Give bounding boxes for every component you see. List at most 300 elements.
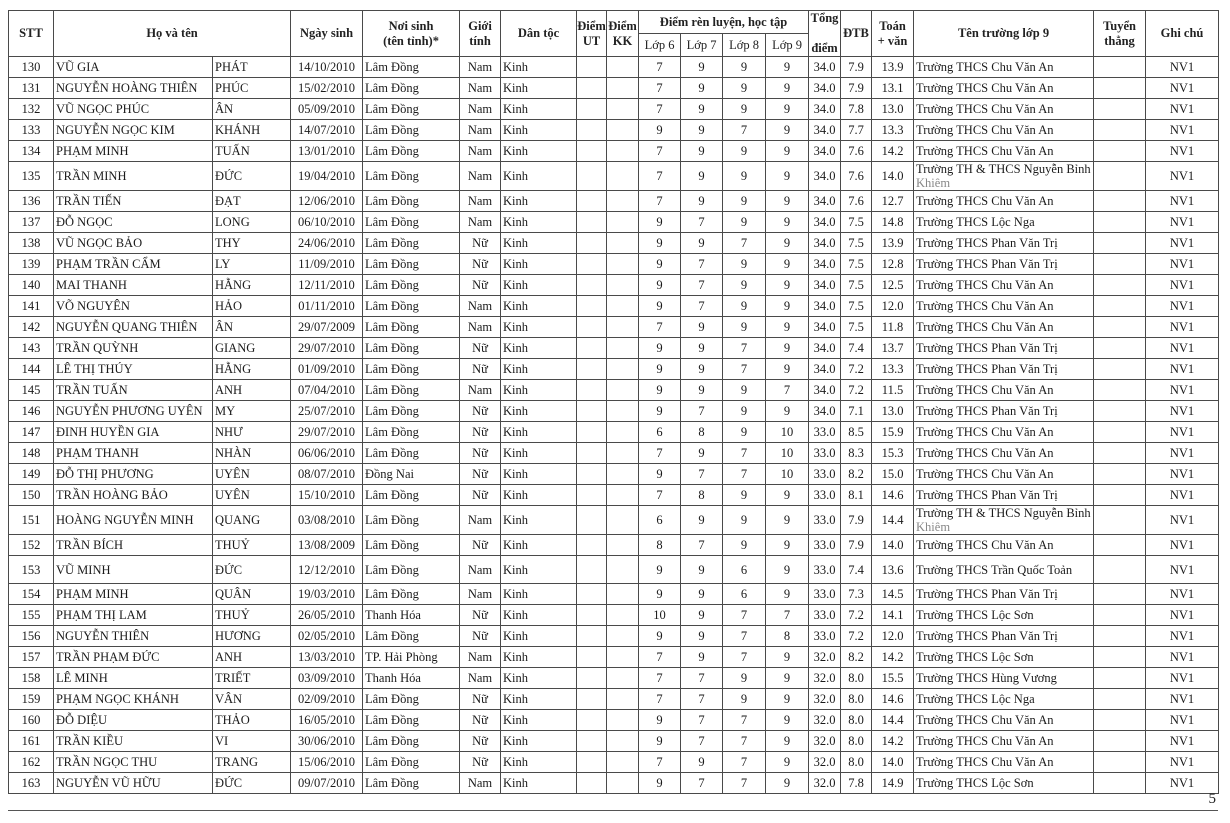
toan-van-cell: 12.5 (872, 275, 914, 296)
ngay-sinh-cell: 07/04/2010 (291, 380, 363, 401)
gioi-tinh-cell: Nữ (460, 422, 501, 443)
noi-sinh-cell: Lâm Đồng (363, 401, 460, 422)
diem-kk-cell (607, 120, 639, 141)
stt-cell: 153 (9, 556, 54, 584)
toan-van-cell: 14.6 (872, 485, 914, 506)
gioi-tinh-cell: Nam (460, 120, 501, 141)
tuyen-thang-cell (1094, 254, 1146, 275)
noi-sinh-cell: Lâm Đồng (363, 380, 460, 401)
ten-cell: QUÂN (213, 584, 291, 605)
lop8-cell: 7 (723, 443, 766, 464)
dtb-cell: 8.5 (841, 422, 872, 443)
lop9-cell: 9 (766, 233, 809, 254)
diem-kk-cell (607, 317, 639, 338)
lop9-cell: 7 (766, 380, 809, 401)
lop6-cell: 7 (639, 317, 681, 338)
table-row (9, 317, 1219, 338)
ten-truong-cell (914, 162, 1094, 191)
gioi-tinh-cell: Nam (460, 78, 501, 99)
tuyen-thang-cell (1094, 120, 1146, 141)
tuyen-thang-cell (1094, 647, 1146, 668)
ngay-sinh-cell: 14/10/2010 (291, 57, 363, 78)
dan-toc-cell: Kinh (501, 359, 577, 380)
ten-cell: TRIẾT (213, 668, 291, 689)
lop7-cell: 9 (681, 359, 723, 380)
diem-ut-cell (577, 668, 607, 689)
ten-cell: UYÊN (213, 464, 291, 485)
ten-truong-cell: Trường THCS Chu Văn An (914, 191, 1094, 212)
noi-sinh-cell: Lâm Đồng (363, 535, 460, 556)
lop8-cell: 9 (723, 296, 766, 317)
lop6-cell: 9 (639, 556, 681, 584)
tuyen-thang-cell (1094, 605, 1146, 626)
tong-diem-cell: 34.0 (809, 380, 841, 401)
header-lop7: Lớp 7 (681, 34, 723, 57)
tong-diem-cell: 34.0 (809, 296, 841, 317)
dan-toc-cell: Kinh (501, 78, 577, 99)
header-noi-sinh-line1: Nơi sinh (388, 18, 434, 33)
stt-cell: 143 (9, 338, 54, 359)
dtb-cell: 7.9 (841, 57, 872, 78)
ghi-chu-cell: NV1 (1146, 731, 1219, 752)
ho-cell: HOÀNG NGUYỄN MINH (54, 506, 213, 535)
lop7-cell: 9 (681, 317, 723, 338)
ten-cell: QUANG (213, 506, 291, 535)
dtb-cell: 7.5 (841, 233, 872, 254)
diem-ut-cell (577, 731, 607, 752)
toan-van-cell: 14.4 (872, 506, 914, 535)
page-number: 5 (1208, 791, 1216, 807)
lop6-cell: 6 (639, 422, 681, 443)
lop6-cell: 9 (639, 380, 681, 401)
table-row (9, 120, 1219, 141)
dan-toc-cell: Kinh (501, 141, 577, 162)
dan-toc-cell: Kinh (501, 296, 577, 317)
toan-van-cell: 14.0 (872, 162, 914, 191)
lop6-cell: 7 (639, 78, 681, 99)
ten-truong-cell: Trường THCS Chu Văn An (914, 710, 1094, 731)
dtb-cell: 7.4 (841, 338, 872, 359)
ghi-chu-cell: NV1 (1146, 78, 1219, 99)
header-noi-sinh (363, 11, 460, 57)
ghi-chu-cell: NV1 (1146, 57, 1219, 78)
diem-ut-cell (577, 254, 607, 275)
diem-kk-cell (607, 422, 639, 443)
ten-cell: TUẤN (213, 141, 291, 162)
tuyen-thang-cell (1094, 422, 1146, 443)
ten-truong-cell: Trường THCS Phan Văn Trị (914, 254, 1094, 275)
stt-cell: 154 (9, 584, 54, 605)
dan-toc-cell: Kinh (501, 668, 577, 689)
lop9-cell: 9 (766, 317, 809, 338)
table-row (9, 464, 1219, 485)
lop6-cell: 9 (639, 233, 681, 254)
gioi-tinh-cell: Nam (460, 99, 501, 120)
dtb-cell: 7.5 (841, 317, 872, 338)
diem-kk-cell (607, 626, 639, 647)
header-lop9: Lớp 9 (766, 34, 809, 57)
ten-cell: HẢO (213, 296, 291, 317)
ghi-chu-cell: NV1 (1146, 359, 1219, 380)
stt-cell: 152 (9, 535, 54, 556)
lop8-cell: 9 (723, 401, 766, 422)
ngay-sinh-cell: 15/02/2010 (291, 78, 363, 99)
table-row (9, 626, 1219, 647)
lop8-cell: 9 (723, 422, 766, 443)
table-body (9, 57, 1219, 794)
stt-cell: 137 (9, 212, 54, 233)
dtb-cell: 8.0 (841, 710, 872, 731)
stt-cell: 163 (9, 773, 54, 794)
ghi-chu-cell: NV1 (1146, 317, 1219, 338)
gioi-tinh-cell: Nữ (460, 359, 501, 380)
lop9-cell: 7 (766, 605, 809, 626)
tong-diem-cell: 34.0 (809, 120, 841, 141)
lop6-cell: 9 (639, 212, 681, 233)
lop6-cell: 9 (639, 338, 681, 359)
gioi-tinh-cell: Nam (460, 212, 501, 233)
lop9-cell: 9 (766, 212, 809, 233)
diem-kk-cell (607, 485, 639, 506)
diem-ut-cell (577, 57, 607, 78)
lop6-cell: 9 (639, 584, 681, 605)
toan-van-cell: 12.7 (872, 191, 914, 212)
diem-kk-cell (607, 99, 639, 120)
ho-cell: VŨ GIA (54, 57, 213, 78)
lop8-cell: 9 (723, 78, 766, 99)
ngay-sinh-cell: 08/07/2010 (291, 464, 363, 485)
dan-toc-cell: Kinh (501, 338, 577, 359)
diem-ut-cell (577, 605, 607, 626)
toan-van-cell: 14.2 (872, 731, 914, 752)
noi-sinh-cell: Lâm Đồng (363, 626, 460, 647)
stt-cell: 138 (9, 233, 54, 254)
dtb-cell: 7.8 (841, 99, 872, 120)
diem-kk-cell (607, 773, 639, 794)
diem-kk-cell (607, 233, 639, 254)
lop8-cell: 6 (723, 584, 766, 605)
noi-sinh-cell: Lâm Đồng (363, 233, 460, 254)
ngay-sinh-cell: 11/09/2010 (291, 254, 363, 275)
dan-toc-cell: Kinh (501, 443, 577, 464)
gioi-tinh-cell: Nam (460, 584, 501, 605)
ho-cell: PHẠM THỊ LAM (54, 605, 213, 626)
table-row (9, 443, 1219, 464)
ho-cell: TRẦN KIỀU (54, 731, 213, 752)
dtb-cell: 7.9 (841, 506, 872, 535)
ghi-chu-cell: NV1 (1146, 752, 1219, 773)
dan-toc-cell: Kinh (501, 647, 577, 668)
lop9-cell: 9 (766, 141, 809, 162)
lop9-cell: 9 (766, 689, 809, 710)
noi-sinh-cell: Lâm Đồng (363, 359, 460, 380)
lop9-cell: 9 (766, 752, 809, 773)
dtb-cell: 8.2 (841, 464, 872, 485)
tuyen-thang-cell (1094, 401, 1146, 422)
diem-ut-cell (577, 506, 607, 535)
tuyen-thang-cell (1094, 57, 1146, 78)
diem-ut-cell (577, 647, 607, 668)
dan-toc-cell: Kinh (501, 605, 577, 626)
noi-sinh-cell: Lâm Đồng (363, 752, 460, 773)
noi-sinh-cell: Lâm Đồng (363, 120, 460, 141)
tong-diem-cell: 33.0 (809, 535, 841, 556)
noi-sinh-cell: Lâm Đồng (363, 212, 460, 233)
noi-sinh-cell: Lâm Đồng (363, 57, 460, 78)
lop6-cell: 7 (639, 162, 681, 191)
ngay-sinh-cell: 29/07/2009 (291, 317, 363, 338)
table-row (9, 422, 1219, 443)
lop8-cell: 9 (723, 535, 766, 556)
ho-cell: LÊ THỊ THÚY (54, 359, 213, 380)
toan-van-cell: 14.1 (872, 605, 914, 626)
stt-cell: 135 (9, 162, 54, 191)
lop6-cell: 9 (639, 626, 681, 647)
tong-diem-cell: 34.0 (809, 275, 841, 296)
ghi-chu-cell: NV1 (1146, 380, 1219, 401)
dan-toc-cell: Kinh (501, 626, 577, 647)
tong-diem-cell: 32.0 (809, 647, 841, 668)
lop7-cell: 7 (681, 275, 723, 296)
diem-kk-cell (607, 556, 639, 584)
dtb-cell: 7.9 (841, 78, 872, 99)
ghi-chu-cell: NV1 (1146, 162, 1219, 191)
ghi-chu-cell: NV1 (1146, 275, 1219, 296)
dan-toc-cell: Kinh (501, 556, 577, 584)
lop8-cell: 6 (723, 556, 766, 584)
ten-truong-cell: Trường THCS Chu Văn An (914, 120, 1094, 141)
noi-sinh-cell: Lâm Đồng (363, 422, 460, 443)
stt-cell: 131 (9, 78, 54, 99)
dan-toc-cell: Kinh (501, 99, 577, 120)
header-toan-van-line2: + văn (877, 33, 908, 48)
diem-ut-cell (577, 535, 607, 556)
diem-kk-cell (607, 401, 639, 422)
diem-kk-cell (607, 57, 639, 78)
ngay-sinh-cell: 30/06/2010 (291, 731, 363, 752)
gioi-tinh-cell: Nữ (460, 535, 501, 556)
ten-cell: ĐẠT (213, 191, 291, 212)
lop6-cell: 7 (639, 443, 681, 464)
noi-sinh-cell: Lâm Đồng (363, 485, 460, 506)
ghi-chu-cell: NV1 (1146, 485, 1219, 506)
lop6-cell: 9 (639, 401, 681, 422)
noi-sinh-cell: Lâm Đồng (363, 710, 460, 731)
tuyen-thang-cell (1094, 338, 1146, 359)
dtb-cell: 7.9 (841, 535, 872, 556)
lop8-cell: 9 (723, 689, 766, 710)
table-header (9, 11, 1219, 57)
toan-van-cell: 14.0 (872, 535, 914, 556)
gioi-tinh-cell: Nam (460, 668, 501, 689)
header-tuyen-thang-line1: Tuyển (1103, 18, 1136, 33)
lop7-cell: 9 (681, 338, 723, 359)
stt-cell: 150 (9, 485, 54, 506)
ho-cell: NGUYỄN VŨ HỮU (54, 773, 213, 794)
stt-cell: 133 (9, 120, 54, 141)
header-gioi-tinh (460, 11, 501, 57)
tuyen-thang-cell (1094, 535, 1146, 556)
tong-diem-cell: 34.0 (809, 141, 841, 162)
tuyen-thang-cell (1094, 752, 1146, 773)
diem-ut-cell (577, 78, 607, 99)
header-diem-ut-line2: UT (582, 33, 601, 48)
table-row (9, 275, 1219, 296)
lop8-cell: 7 (723, 773, 766, 794)
dtb-cell: 7.5 (841, 212, 872, 233)
tong-diem-cell: 34.0 (809, 78, 841, 99)
toan-van-cell: 14.4 (872, 710, 914, 731)
noi-sinh-cell: Lâm Đồng (363, 141, 460, 162)
ten-truong-cell: Trường THCS Chu Văn An (914, 99, 1094, 120)
lop8-cell: 7 (723, 359, 766, 380)
tong-diem-cell: 33.0 (809, 464, 841, 485)
table-row (9, 99, 1219, 120)
ho-cell: TRẦN PHẠM ĐỨC (54, 647, 213, 668)
ghi-chu-cell: NV1 (1146, 296, 1219, 317)
gioi-tinh-cell: Nam (460, 506, 501, 535)
student-results-table (8, 10, 1219, 794)
table-row (9, 668, 1219, 689)
ghi-chu-cell: NV1 (1146, 506, 1219, 535)
ho-cell: VŨ NGỌC BẢO (54, 233, 213, 254)
lop6-cell: 9 (639, 359, 681, 380)
toan-van-cell: 13.7 (872, 338, 914, 359)
ghi-chu-cell: NV1 (1146, 605, 1219, 626)
table-row (9, 191, 1219, 212)
dan-toc-cell: Kinh (501, 752, 577, 773)
ho-cell: NGUYỄN THIÊN (54, 626, 213, 647)
ngay-sinh-cell: 16/05/2010 (291, 710, 363, 731)
table-row (9, 233, 1219, 254)
ghi-chu-cell: NV1 (1146, 99, 1219, 120)
lop9-cell: 9 (766, 535, 809, 556)
ghi-chu-cell: NV1 (1146, 668, 1219, 689)
dtb-cell: 7.2 (841, 359, 872, 380)
dan-toc-cell: Kinh (501, 506, 577, 535)
ten-truong-cell: Trường THCS Chu Văn An (914, 141, 1094, 162)
diem-kk-cell (607, 584, 639, 605)
diem-kk-cell (607, 275, 639, 296)
stt-cell: 132 (9, 99, 54, 120)
lop6-cell: 7 (639, 191, 681, 212)
ngay-sinh-cell: 01/09/2010 (291, 359, 363, 380)
lop9-cell: 9 (766, 773, 809, 794)
ho-cell: PHẠM THANH (54, 443, 213, 464)
lop7-cell: 8 (681, 485, 723, 506)
ten-truong-cell: Trường THCS Phan Văn Trị (914, 584, 1094, 605)
ngay-sinh-cell: 14/07/2010 (291, 120, 363, 141)
ten-truong-cell: Trường THCS Chu Văn An (914, 443, 1094, 464)
gioi-tinh-cell: Nam (460, 57, 501, 78)
ten-truong-cell: Trường THCS Chu Văn An (914, 296, 1094, 317)
lop7-cell: 9 (681, 162, 723, 191)
lop7-cell: 7 (681, 401, 723, 422)
lop9-cell: 10 (766, 443, 809, 464)
dtb-cell: 7.5 (841, 254, 872, 275)
lop7-cell: 9 (681, 752, 723, 773)
ngay-sinh-cell: 25/07/2010 (291, 401, 363, 422)
diem-ut-cell (577, 380, 607, 401)
ten-truong-cell (914, 506, 1094, 535)
lop6-cell: 9 (639, 275, 681, 296)
ten-cell: GIANG (213, 338, 291, 359)
dan-toc-cell: Kinh (501, 401, 577, 422)
lop9-cell: 9 (766, 584, 809, 605)
dtb-cell: 7.8 (841, 773, 872, 794)
header-ngay-sinh: Ngày sinh (291, 11, 363, 57)
lop8-cell: 7 (723, 605, 766, 626)
ghi-chu-cell: NV1 (1146, 626, 1219, 647)
stt-cell: 136 (9, 191, 54, 212)
header-diem-ut-line1: Điểm (577, 18, 606, 33)
tong-diem-cell: 34.0 (809, 359, 841, 380)
ngay-sinh-cell: 03/08/2010 (291, 506, 363, 535)
toan-van-cell: 13.0 (872, 401, 914, 422)
toan-van-cell: 13.9 (872, 233, 914, 254)
dtb-cell: 7.5 (841, 296, 872, 317)
ngay-sinh-cell: 02/05/2010 (291, 626, 363, 647)
ten-cell: HẰNG (213, 275, 291, 296)
lop6-cell: 7 (639, 752, 681, 773)
tuyen-thang-cell (1094, 773, 1146, 794)
diem-kk-cell (607, 296, 639, 317)
lop6-cell: 9 (639, 710, 681, 731)
stt-cell: 140 (9, 275, 54, 296)
dtb-cell: 7.2 (841, 626, 872, 647)
ho-cell: PHẠM MINH (54, 141, 213, 162)
gioi-tinh-cell: Nam (460, 317, 501, 338)
ho-cell: TRẦN TUẤN (54, 380, 213, 401)
tong-diem-cell: 33.0 (809, 422, 841, 443)
ten-truong-cell: Trường THCS Chu Văn An (914, 380, 1094, 401)
ngay-sinh-cell: 06/10/2010 (291, 212, 363, 233)
toan-van-cell: 14.8 (872, 212, 914, 233)
toan-van-cell: 14.0 (872, 752, 914, 773)
gioi-tinh-cell: Nam (460, 162, 501, 191)
table-row (9, 296, 1219, 317)
lop8-cell: 7 (723, 752, 766, 773)
ghi-chu-cell: NV1 (1146, 141, 1219, 162)
ten-cell: UYÊN (213, 485, 291, 506)
tuyen-thang-cell (1094, 296, 1146, 317)
ten-truong-cell: Trường THCS Chu Văn An (914, 464, 1094, 485)
tuyen-thang-cell (1094, 731, 1146, 752)
table-row (9, 535, 1219, 556)
stt-cell: 158 (9, 668, 54, 689)
dtb-cell: 8.0 (841, 668, 872, 689)
diem-kk-cell (607, 212, 639, 233)
gioi-tinh-cell: Nữ (460, 254, 501, 275)
ten-truong-cell: Trường THCS Phan Văn Trị (914, 485, 1094, 506)
stt-cell: 162 (9, 752, 54, 773)
dan-toc-cell: Kinh (501, 710, 577, 731)
ten-cell: MY (213, 401, 291, 422)
noi-sinh-cell: Lâm Đồng (363, 191, 460, 212)
header-ghi-chu: Ghi chú (1146, 11, 1219, 57)
ghi-chu-cell: NV1 (1146, 212, 1219, 233)
ten-cell: ÂN (213, 317, 291, 338)
ghi-chu-cell: NV1 (1146, 233, 1219, 254)
gioi-tinh-cell: Nữ (460, 605, 501, 626)
toan-van-cell: 13.3 (872, 120, 914, 141)
tuyen-thang-cell (1094, 359, 1146, 380)
gioi-tinh-cell: Nữ (460, 275, 501, 296)
toan-van-cell: 14.6 (872, 689, 914, 710)
ghi-chu-cell: NV1 (1146, 647, 1219, 668)
lop7-cell: 7 (681, 773, 723, 794)
dan-toc-cell: Kinh (501, 485, 577, 506)
